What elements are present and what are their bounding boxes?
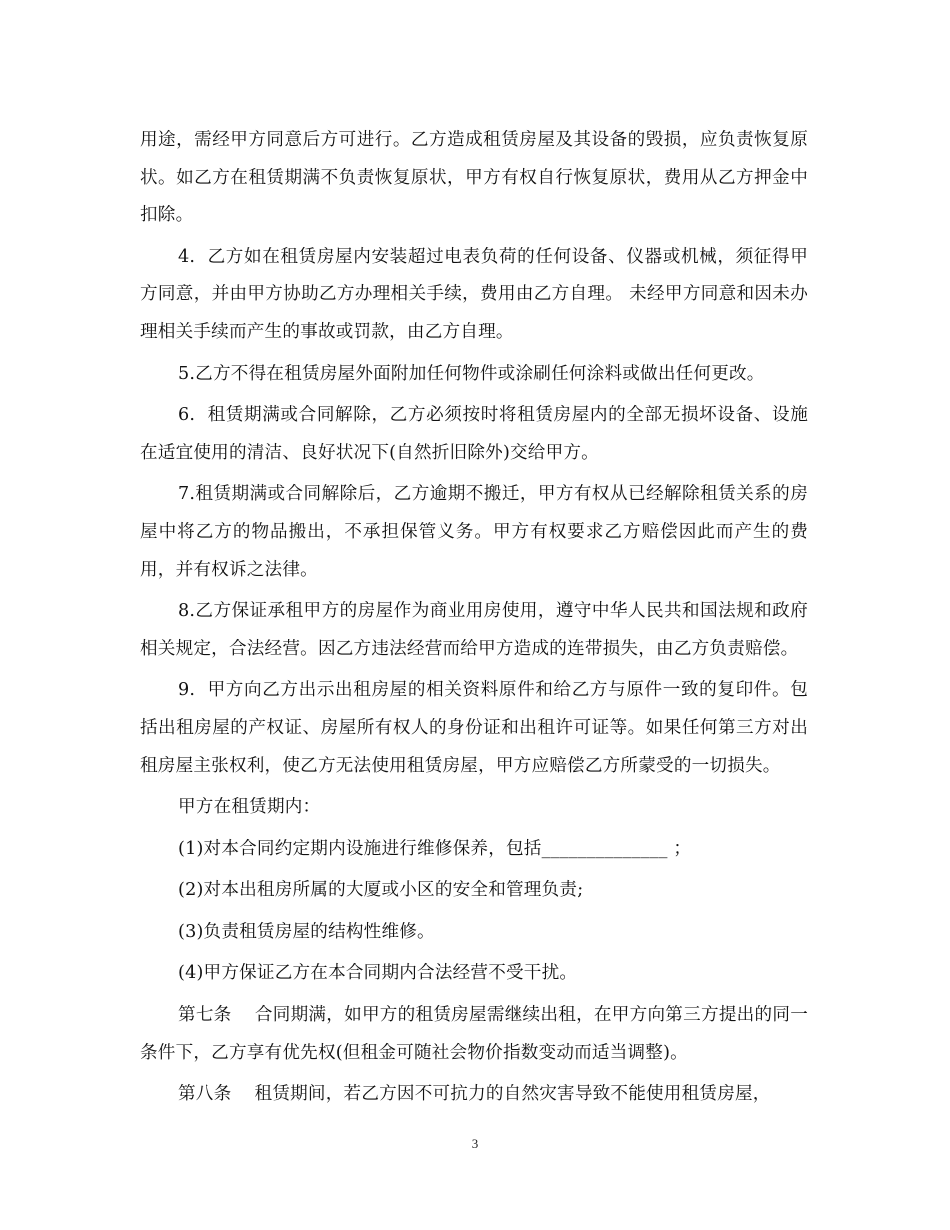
paragraph-clause-9: 9. 甲方向乙方出示出租房屋的相关资料原件和给乙方与原件一致的复印件。包括出租房屋的产权证、房屋所有权人的身份证和出租许可证等。如果任何第三方对出租房屋主张权利，使乙方无法使用租赁房屋，甲方应赔偿乙方所蒙受的一切损失。 [140,680,808,776]
document-body [140,122,808,1118]
paragraph-clause-4: 4. 乙方如在租赁房屋内安装超过电表负荷的任何设备、仪器或机械，须征得甲方同意，并由甲方协助乙方办理相关手续，费用由乙方自理。 未经甲方同意和因未办理相关手续而产生的事故或罚款，由乙方自理。 [140,246,808,342]
paragraph-clause-6: 6. 租赁期满或合同解除，乙方必须按时将租赁房屋内的全部无损坏设备、设施在适宜使用的清洁、良好状况下(自然折旧除外)交给甲方。 [140,405,808,463]
paragraph-duty-3: (3)负责租赁房屋的结构性维修。 [178,921,435,942]
paragraph-clause-7: 7.租赁期满或合同解除后，乙方逾期不搬迁，甲方有权从已经解除租赁关系的房屋中将乙方的物品搬出，不承担保管义务。甲方有权要求乙方赔偿因此而产生的费用，并有权诉之法律。 [140,484,808,580]
paragraph-usage-restoration: 用途，需经甲方同意后方可进行。乙方造成租赁房屋及其设备的毁损，应负责恢复原状。如乙方在租赁期满不负责恢复原状，甲方有权自行恢复原状，费用从乙方押金中扣除。 [140,130,808,226]
page-number: 3 [471,1136,479,1151]
paragraph-duty-4: (4)甲方保证乙方在本合同期内合法经营不受干扰。 [178,963,578,984]
paragraph-clause-5: 5.乙方不得在租赁房屋外面附加任何物件或涂刷任何涂料或做出任何更改。 [178,363,765,384]
paragraph-duty-1: (1)对本合同约定期内设施进行维修保养，包括______________ ； [178,838,692,859]
paragraph-clause-8: 8.乙方保证承租甲方的房屋作为商业用房使用，遵守中华人民共和国法规和政府相关规定，合法经营。因乙方违法经营而给甲方造成的连带损失，由乙方负责赔偿。 [140,601,808,659]
paragraph-duty-2: (2)对本出租房所属的大厦或小区的安全和管理负责; [178,880,584,901]
paragraph-article-7: 第七条 合同期满，如甲方的租赁房屋需继续出租，在甲方向第三方提出的同一条件下，乙方享有优先权(但租金可随社会物价指数变动而适当调整)。 [140,1005,808,1063]
paragraph-article-8: 第八条 租赁期间，若乙方因不可抗力的自然灾害导致不能使用租赁房屋， [178,1084,771,1105]
paragraph-party-a-duties-heading: 甲方在租赁期内： [178,797,321,818]
